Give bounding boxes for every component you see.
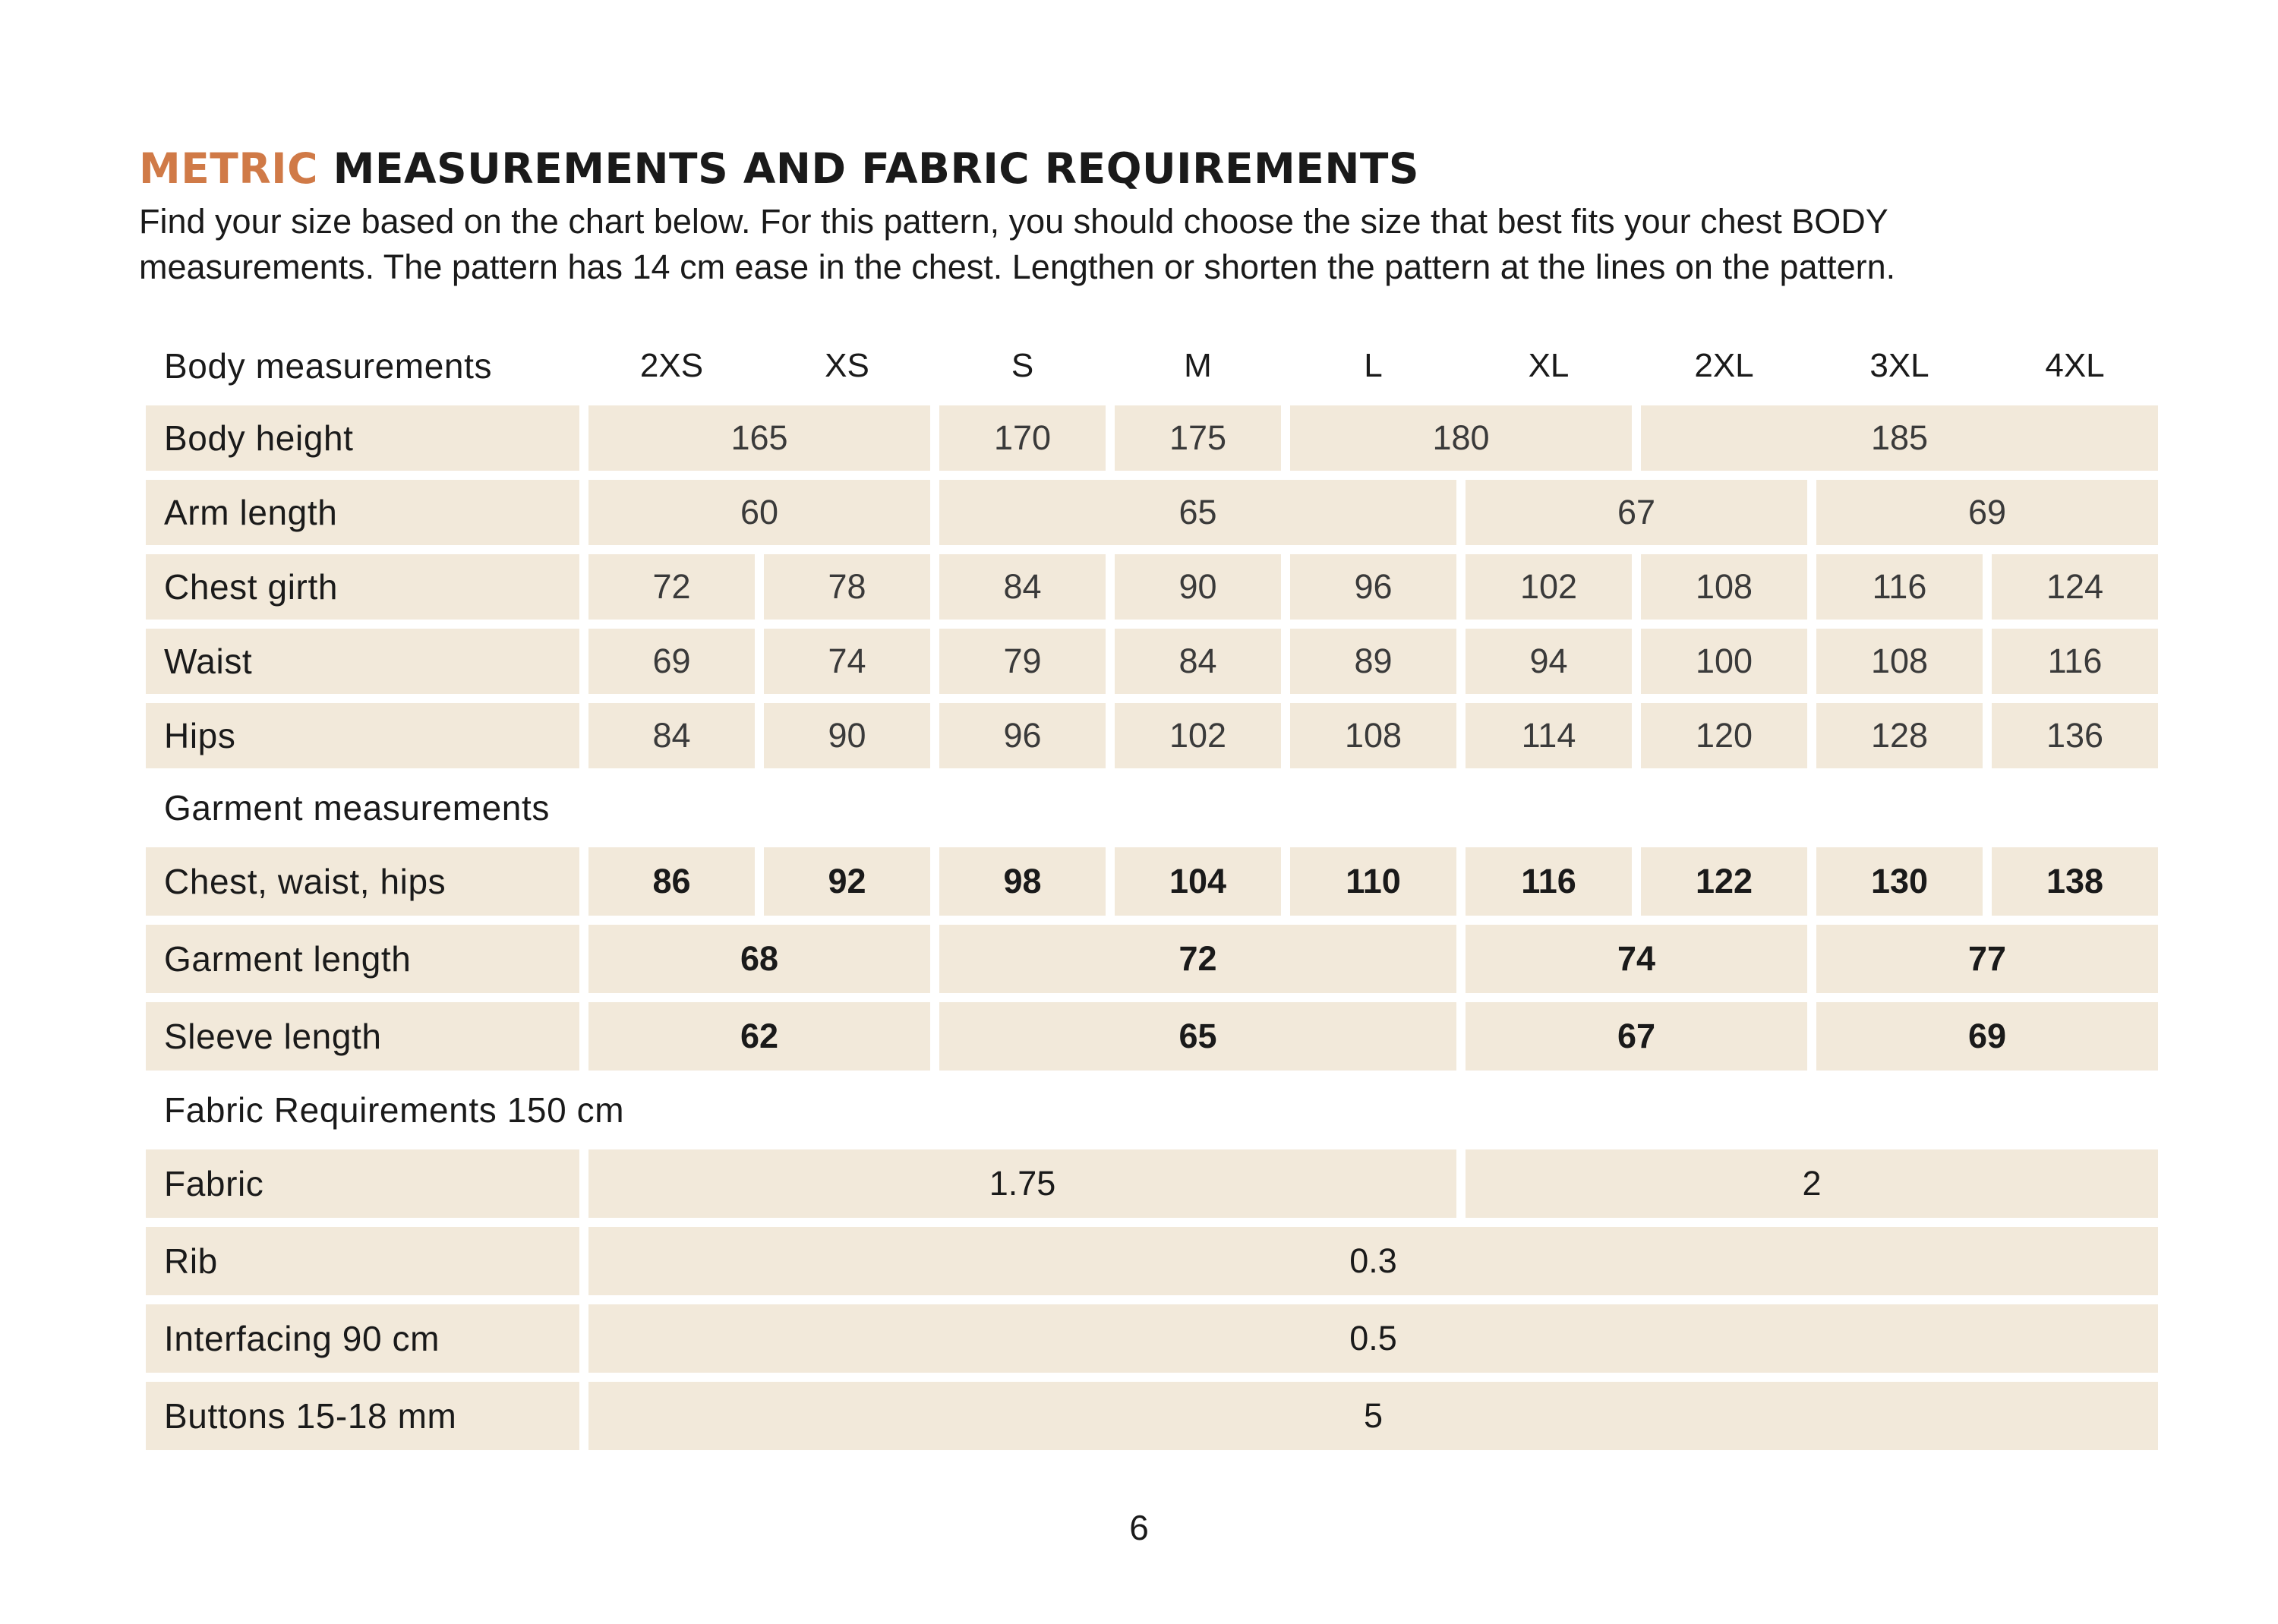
table-cell: 84 [939, 554, 1106, 620]
table-cell: 116 [1992, 629, 2158, 694]
row-label: Waist [146, 629, 579, 694]
table-cell: 114 [1466, 703, 1632, 768]
page-number: 6 [1129, 1508, 1149, 1547]
table-cell: 108 [1816, 629, 1983, 694]
table-cell: 175 [1115, 405, 1281, 471]
table-cell: 122 [1641, 847, 1807, 916]
section-row [146, 777, 2158, 838]
table-cell: 136 [1992, 703, 2158, 768]
size-chart-table [137, 326, 2167, 1459]
section-label: Fabric Requirements 150 cm [164, 1090, 625, 1130]
row-label: Chest girth [146, 554, 579, 620]
table-cell: 1.75 [588, 1149, 1456, 1218]
table-cell: 0.3 [588, 1227, 2158, 1295]
intro-line: measurements. The pattern has 14 cm ease in the chest. Lengthen or shorten the pattern at the lines on the pattern. [139, 248, 1896, 286]
table-cell: 96 [939, 703, 1106, 768]
table-cell: 130 [1816, 847, 1983, 916]
table-cell: 92 [764, 847, 930, 916]
size-header: L [1364, 347, 1383, 384]
table-cell: 100 [1641, 629, 1807, 694]
table-cell: 102 [1115, 703, 1281, 768]
row-label: Hips [146, 703, 579, 768]
row-label: Sleeve length [146, 1002, 579, 1071]
table-cell: 74 [1466, 925, 1807, 993]
size-header-row [146, 336, 2158, 396]
table-cell: 110 [1290, 847, 1456, 916]
table-cell: 2 [1466, 1149, 2158, 1218]
table-cell: 120 [1641, 703, 1807, 768]
table-cell: 138 [1992, 847, 2158, 916]
table-cell: 67 [1466, 480, 1807, 545]
table-cell: 102 [1466, 554, 1632, 620]
size-header: XL [1528, 347, 1570, 384]
table-cell: 90 [764, 703, 930, 768]
size-header: S [1011, 347, 1034, 384]
table-cell: 165 [588, 405, 930, 471]
table-cell: 185 [1641, 405, 2158, 471]
table-cell: 78 [764, 554, 930, 620]
table-cell: 72 [939, 925, 1456, 993]
table-cell: 116 [1816, 554, 1983, 620]
table-cell: 74 [764, 629, 930, 694]
table-cell: 86 [588, 847, 755, 916]
table-cell: 108 [1290, 703, 1456, 768]
table-cell: 90 [1115, 554, 1281, 620]
table-row [146, 925, 2158, 993]
section-row [146, 1080, 2158, 1140]
table-row [146, 405, 2158, 471]
table-cell: 89 [1290, 629, 1456, 694]
table-row [146, 629, 2158, 694]
table-cell: 116 [1466, 847, 1632, 916]
table-cell: 69 [1816, 1002, 2158, 1071]
table-cell: 77 [1816, 925, 2158, 993]
table-cell: 84 [1115, 629, 1281, 694]
intro-text [139, 199, 2250, 290]
table-cell: 79 [939, 629, 1106, 694]
table-cell: 124 [1992, 554, 2158, 620]
table-cell: 60 [588, 480, 930, 545]
table-row [146, 554, 2158, 620]
table-cell: 69 [1816, 480, 2158, 545]
table-cell: 84 [588, 703, 755, 768]
table-cell: 62 [588, 1002, 930, 1071]
row-label: Garment length [146, 925, 579, 993]
title-rest: MEASUREMENTS AND FABRIC REQUIREMENTS [333, 144, 1419, 193]
table-cell: 0.5 [588, 1304, 2158, 1373]
table-cell: 5 [588, 1382, 2158, 1450]
size-header: 2XS [639, 347, 704, 384]
row-label: Interfacing 90 cm [146, 1304, 579, 1373]
table-row [146, 1304, 2158, 1373]
row-label: Rib [146, 1227, 579, 1295]
table-cell: 128 [1816, 703, 1983, 768]
table-cell: 94 [1466, 629, 1632, 694]
row-label: Chest, waist, hips [146, 847, 579, 916]
page-title [139, 144, 1419, 193]
row-label: Body height [146, 405, 579, 471]
table-row [146, 703, 2158, 768]
table-cell: 68 [588, 925, 930, 993]
size-header: XS [825, 347, 869, 384]
table-row [146, 1149, 2158, 1218]
table-cell: 170 [939, 405, 1106, 471]
table-cell: 69 [588, 629, 755, 694]
section-label: Body measurements [164, 346, 493, 386]
table-row [146, 480, 2158, 545]
table-row [146, 1382, 2158, 1450]
table-cell: 96 [1290, 554, 1456, 620]
title-accent: METRIC [139, 144, 318, 193]
table-cell: 65 [939, 1002, 1456, 1071]
size-header: 3XL [1869, 347, 1929, 384]
table-cell: 67 [1466, 1002, 1807, 1071]
table-cell: 72 [588, 554, 755, 620]
table-cell: 108 [1641, 554, 1807, 620]
table-row [146, 847, 2158, 916]
size-header: M [1184, 347, 1212, 384]
table-cell: 98 [939, 847, 1106, 916]
row-label: Fabric [146, 1149, 579, 1218]
intro-line: Find your size based on the chart below. For this pattern, you should choose the size that best fits your chest BODY [139, 202, 1888, 241]
row-label: Arm length [146, 480, 579, 545]
row-label: Buttons 15-18 mm [146, 1382, 579, 1450]
table-row [146, 1002, 2158, 1071]
size-header: 2XL [1694, 347, 1754, 384]
table-cell: 104 [1115, 847, 1281, 916]
size-header: 4XL [2045, 347, 2105, 384]
table-cell: 65 [939, 480, 1456, 545]
section-label: Garment measurements [164, 788, 550, 828]
table-row [146, 1227, 2158, 1295]
table-cell: 180 [1290, 405, 1632, 471]
